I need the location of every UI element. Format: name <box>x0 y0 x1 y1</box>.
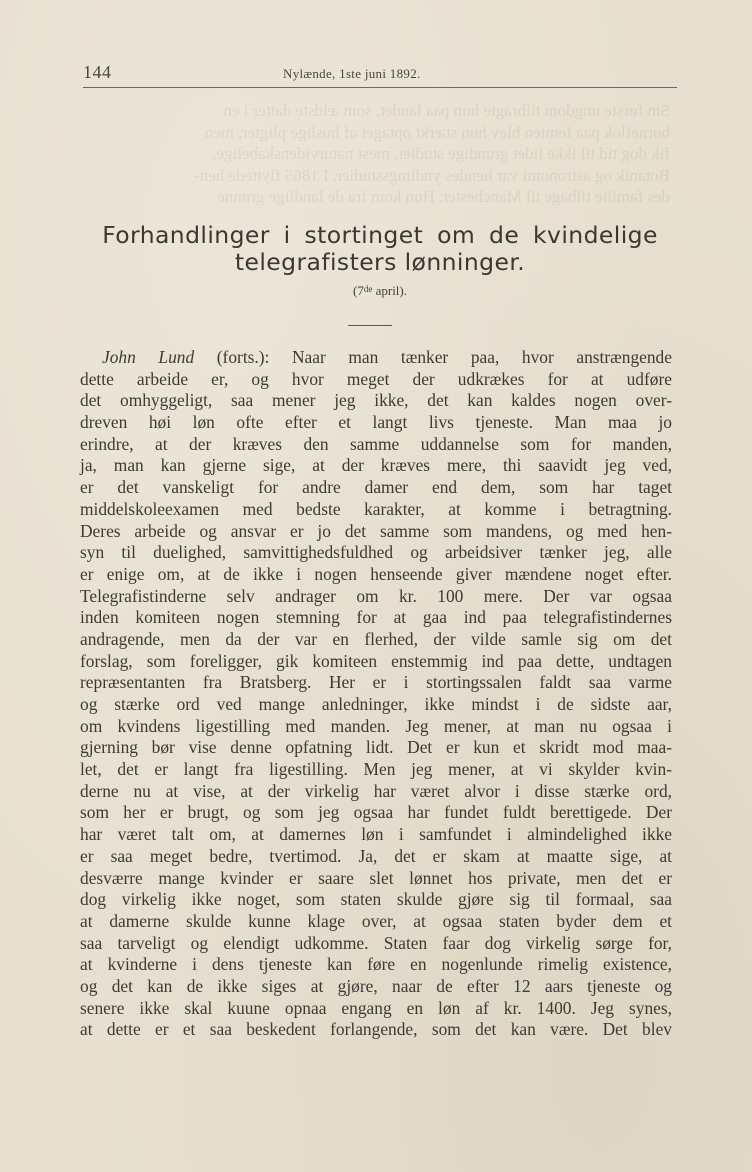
body-line-first-text: Naar man tænker paa, hvor anstrængende <box>291 347 672 367</box>
body-line: er enige om, at de ikke i nogen henseende giver mændene noget efter. <box>80 563 672 584</box>
article-body <box>80 347 672 1041</box>
body-line: som her er brugt, og som jeg ogsaa har fundet fuldt berettigede. Der <box>80 802 672 823</box>
date-ordinal: de <box>363 284 373 294</box>
date-suffix: april). <box>372 283 407 298</box>
body-line: har været talt om, at damernes løn i samfundet i almindelighed ikke <box>80 824 672 845</box>
session-date <box>80 283 680 299</box>
body-line: forslag, som foreligger, gik komiteen enstemmig ind paa dette, undtagen <box>80 650 672 671</box>
header-rule <box>83 87 677 88</box>
body-line: at kvinderne i dens tjeneste kan føre en nogenlunde rimelig existence, <box>80 954 672 975</box>
body-line: let, det er langt fra ligestilling. Men jeg mener, at vi skylder kvin- <box>80 759 672 780</box>
journal-issue-line: Nylænde, 1ste juni 1892. <box>283 66 421 81</box>
running-head <box>83 60 677 86</box>
body-line: det omhyggeligt, saa mener jeg ikke, det kan kaldes nogen over- <box>80 390 672 411</box>
speaker-note: (forts.): <box>194 347 270 367</box>
body-line: dreven høi løn ofte efter et langt livs tjeneste. Man maa jo <box>80 412 672 433</box>
show-through-text <box>80 100 670 208</box>
body-line: og det kan de ikke siges at gjøre, naar de efter 12 aars tjeneste og <box>80 975 672 996</box>
date-prefix: (7 <box>353 283 364 298</box>
body-line: er saa meget bedre, tvertimod. Ja, det er skam at maatte sige, at <box>80 845 672 866</box>
show-through-line: børneflok paa femten blev hun stærkt optaget af huslige pligter, men <box>204 122 670 142</box>
show-through-line: Sin første ungdom tilbragte hun paa landet, som ældste datter i en <box>223 101 670 120</box>
speaker-name: John Lund <box>102 347 195 367</box>
body-line: at damerne skulde kunne klage over, at ogsaa staten byder dem et <box>80 910 672 931</box>
title-line-1: Forhandlinger i stortinget om de kvindelige <box>102 221 658 249</box>
body-line: gjerning bør vise denne opfatning lidt. Det er kun et skridt mod maa- <box>80 737 672 758</box>
show-through-line: Botanik og astronomi var hendes yndlingsstudier. I 1865 flyttede hen- <box>194 165 670 185</box>
body-line: og stærke ord ved mange anledninger, ikke mindst i de sidste aar, <box>80 694 672 714</box>
body-line: erindre, at der kræves den samme uddannelse som for manden, <box>80 433 672 454</box>
page-number: 144 <box>83 62 112 82</box>
body-line: senere ikke skal kuune opnaa engang en løn af kr. 1400. Jeg synes, <box>80 997 672 1018</box>
body-line: at dette er et saa beskedent forlangende, som det kan være. Det blev <box>80 1019 672 1040</box>
body-line: saa tarveligt og elendigt udkomme. Staten faar dog virkelig sørge for, <box>80 932 672 953</box>
show-through-line: fik dog tid til ikke lidet grundige studier, mest naturvidenskabelige. <box>212 144 670 164</box>
show-through-line: des familie tilbage til Manchester. Hun kom fra de landlige grønne <box>217 187 670 207</box>
body-line: er det vanskeligt for andre damer end dem, som har taget <box>80 477 672 498</box>
article-title <box>80 222 680 276</box>
body-line: Deres arbeide og ansvar er jo det samme som mandens, og med hen- <box>80 520 672 541</box>
body-line: middelskoleexamen med bedste karakter, at komme i betragtning. <box>80 498 672 519</box>
body-line: dette arbeide er, og hvor meget der udkrækes for at udføre <box>80 368 672 389</box>
title-line-2: telegrafisters lønninger. <box>234 248 526 276</box>
body-line: om kvindens ligestilling med manden. Jeg mener, at man nu ogsaa i <box>80 715 672 736</box>
body-line: dog virkelig ikke noget, som staten skulde gjøre sig til formaal, saa <box>80 889 672 910</box>
body-line: inden komiteen nogen stemning for at gaa ind paa telegrafistindernes <box>80 607 672 628</box>
body-line: repræsentanten fra Bratsberg. Her er i stortingssalen faldt saa varme <box>80 672 672 693</box>
body-line: syn til duelighed, samvittighedsfuldhed og arbeidsiver tænker jeg, alle <box>80 542 672 563</box>
body-line: desværre mange kvinder er saare slet lønnet hos private, men det er <box>80 867 672 888</box>
body-line-first <box>80 347 672 369</box>
body-line: andragende, men da der var en flerhed, der vilde samle sig om det <box>80 628 672 649</box>
body-line: Telegrafistinderne selv andrager om kr. 100 mere. Der var ogsaa <box>80 585 672 606</box>
section-divider <box>348 325 392 326</box>
body-line: ja, man kan gjerne sige, at der kræves mere, thi saavidt jeg ved, <box>80 455 672 476</box>
body-line: derne nu at vise, at der virkelig har været alvor i disse stærke ord, <box>80 780 672 801</box>
